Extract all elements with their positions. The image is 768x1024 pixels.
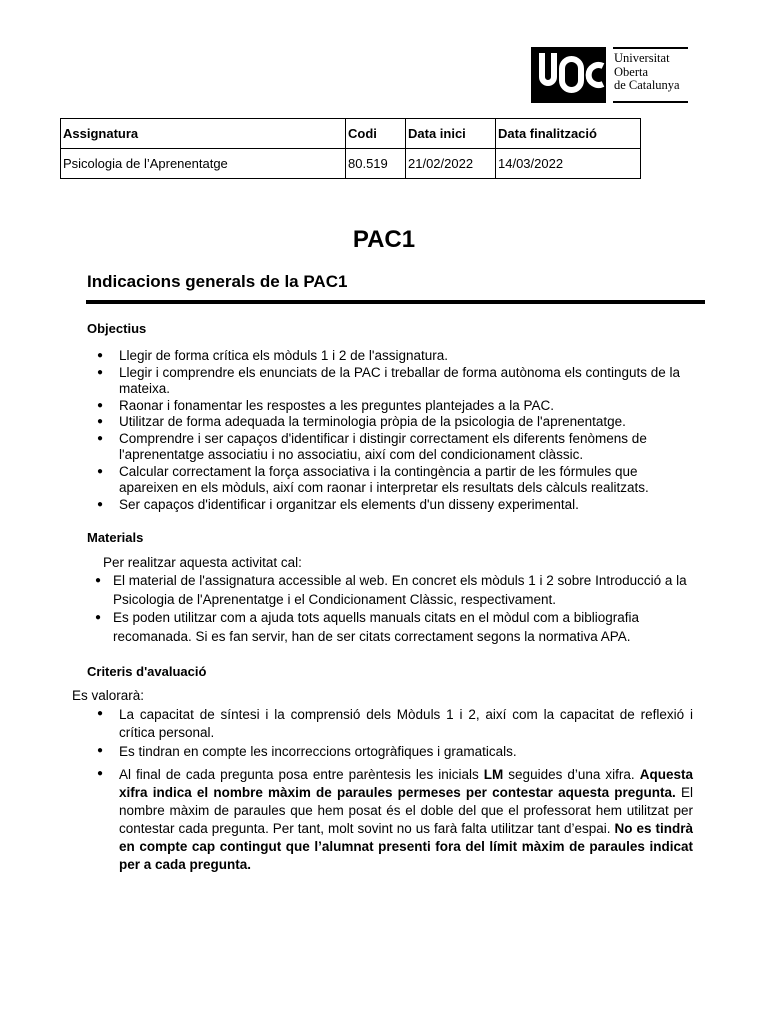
header-data-inici: Data inici: [406, 119, 496, 149]
word-limit-text-1: Al final de cada pregunta posa entre parèntesis les inicials: [119, 766, 484, 782]
word-limit-initials: LM: [483, 766, 504, 782]
logo-text: [614, 52, 694, 93]
list-item: ● Llegir i comprendre els enunciats de la PAC i treballar de forma autònoma els continguts de la mateixa.: [95, 365, 685, 398]
criteris-list: [95, 706, 693, 874]
list-item: ● Ser capaços d'identificar i organitzar els elements d'un disseny experimental.: [95, 497, 685, 514]
table-row: [61, 149, 641, 179]
list-item: ● Llegir de forma crítica els mòduls 1 i 2 de l'assignatura.: [95, 348, 685, 365]
cell-assignatura: Psicologia de l’Aprenentatge: [61, 149, 346, 179]
table-header-row: [61, 119, 641, 149]
header-codi: Codi: [346, 119, 406, 149]
word-limit-rule: Aquesta xifra indica el nombre màxim de paraules permeses per contestar aquesta pregunta.: [119, 766, 693, 800]
logo-line-2: Oberta: [614, 64, 649, 79]
logo-top-bar: [613, 47, 688, 49]
logo-bottom-bar: [613, 101, 688, 103]
list-item: ● Calcular correctament la força associativa i la contingència a partir de les fórmules que apareixen en els mòduls, així com raonar i interpretar els resultats dels càlculs realitzats.: [95, 464, 685, 497]
header-data-finalitzacio: Data finalització: [496, 119, 641, 149]
logo-line-3: de Catalunya: [614, 78, 680, 92]
word-limit-text-3: El nombre màxim de paraules que hem posat és el doble del que el professorat hem utilitzat per contestar cada pregunta. Per tant, molt sovint no us farà falta utilitzar tant d’espai.: [119, 784, 693, 836]
cell-data-inici: 21/02/2022: [406, 149, 496, 179]
list-item: ● La capacitat de síntesi i la comprensió dels Mòduls 1 i 2, així com la capacitat de reflexió i crítica personal.: [95, 706, 693, 741]
list-item: ● Es tindran en compte les incorreccions ortogràfiques i gramaticals.: [95, 743, 693, 761]
section-divider: [86, 300, 705, 304]
objectius-heading: Objectius: [87, 321, 147, 336]
list-item: ● Es poden utilitzar com a ajuda tots aquells manuals citats en el mòdul com a bibliografia recomanada. Si es fan servir, han de ser citats correctament segons la normativa APA.: [95, 609, 695, 646]
list-item: ● El material de l'assignatura accessible al web. En concret els mòduls 1 i 2 sobre Introducció a la Psicologia de l'Aprenentatge i el Condicionament Clàssic, respectivament.: [95, 572, 695, 609]
materials-intro: Per realitzar aquesta activitat cal:: [103, 555, 302, 570]
list-item-word-limit: [95, 766, 693, 874]
header-assignatura: Assignatura: [61, 119, 346, 149]
list-item: ● Raonar i fonamentar les respostes a les preguntes plantejades a la PAC.: [95, 398, 685, 415]
objectius-list: [95, 348, 685, 513]
word-limit-warning: No es tindrà en compte cap contingut que l’alumnat presenti fora del límit màxim de paraules indicat per a cada pregunta.: [119, 820, 693, 872]
logo-line-1: Universitat: [614, 51, 670, 65]
criteris-intro: Es valorarà:: [72, 688, 145, 703]
criteris-heading: Criteris d'avaluació: [87, 664, 207, 679]
word-limit-text-2: seguides d’una xifra.: [503, 766, 640, 782]
materials-heading: Materials: [87, 530, 144, 545]
section-title: Indicacions generals de la PAC1: [87, 272, 348, 291]
cell-data-finalitzacio: 14/03/2022: [496, 149, 641, 179]
materials-list: [95, 572, 695, 646]
course-info-table: [60, 118, 641, 179]
list-item: ● Comprendre i ser capaços d'identificar i distingir correctament els diferents fenòmens de l'aprenentatge associatiu i no associatiu, així com del condicionament clàssic.: [95, 431, 685, 464]
uoc-logo: [531, 47, 606, 103]
list-item: ● Utilitzar de forma adequada la terminologia pròpia de la psicologia de l'aprenentatge.: [95, 414, 685, 431]
page-title: PAC1: [352, 226, 416, 253]
cell-codi: 80.519: [346, 149, 406, 179]
